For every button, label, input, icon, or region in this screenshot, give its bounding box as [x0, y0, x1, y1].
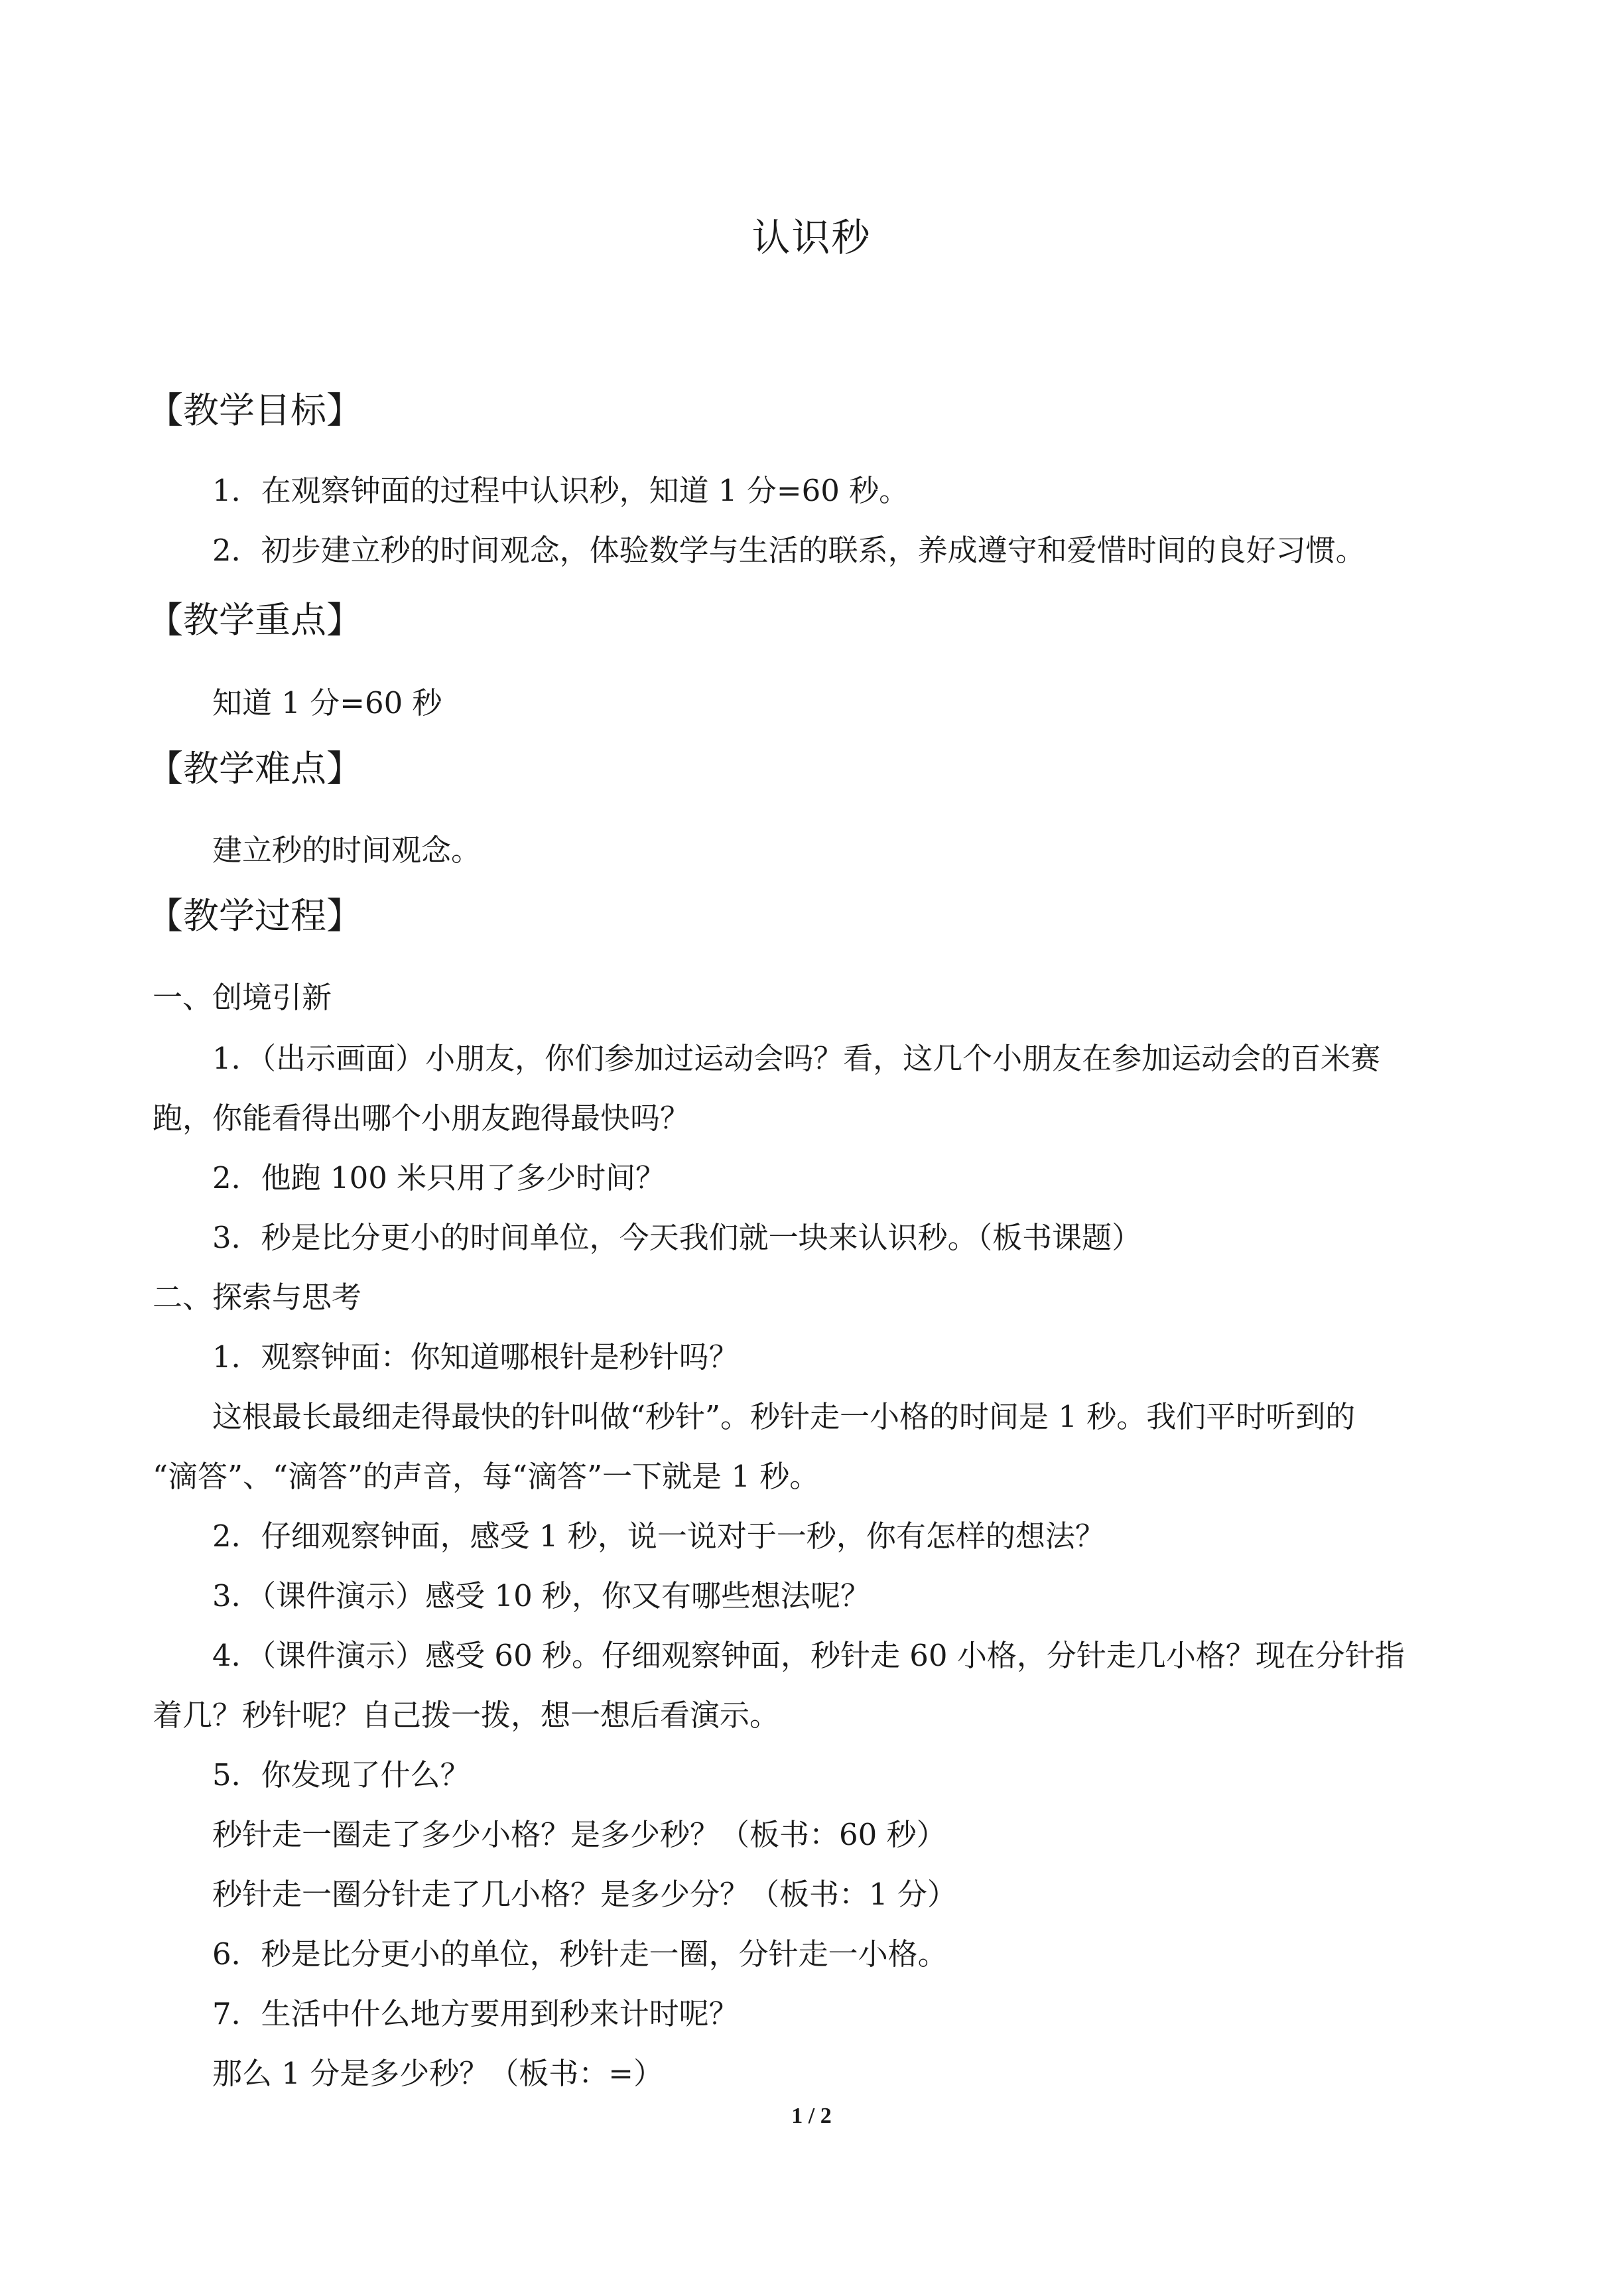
section-heading-goals: 【教学目标】: [147, 389, 362, 431]
process-part2-line-5: 3．（课件演示）感受 10 秒，你又有哪些想法呢？: [212, 1578, 871, 1613]
process-part2-line-9: 秒针走一圈走了多少小格？是多少秒？（板书：60 秒）: [212, 1817, 946, 1852]
process-part1-line-4: 3．秒是比分更小的时间单位，今天我们就一块来认识秒。（板书课题）: [212, 1220, 1142, 1255]
goal-item-2: 2．初步建立秒的时间观念，体验数学与生活的联系，养成遵守和爱惜时间的良好习惯。: [212, 533, 1366, 568]
process-part2-line-3: “滴答”、“滴答”的声音，每“滴答”一下就是 1 秒。: [153, 1459, 820, 1494]
key-points-text: 知道 1 分=60 秒: [212, 685, 442, 720]
process-part2-line-11: 6．秒是比分更小的单位，秒针走一圈，分针走一小格。: [212, 1936, 948, 1972]
process-part2-line-13: 那么 1 分是多少秒？（板书：=）: [212, 2056, 663, 2091]
process-part2-line-8: 5．你发现了什么？: [212, 1757, 470, 1792]
process-part2-line-12: 7．生活中什么地方要用到秒来计时呢？: [212, 1996, 739, 2031]
process-part2-line-6: 4．（课件演示）感受 60 秒。仔细观察钟面，秒针走 60 小格，分针走几小格？现在分针指: [212, 1638, 1405, 1673]
page-title: 认识秒: [751, 215, 872, 260]
difficulties-text: 建立秒的时间观念。: [212, 833, 482, 868]
process-part2-line-1: 1．观察钟面：你知道哪根针是秒针吗？: [212, 1339, 739, 1375]
section-heading-process: 【教学过程】: [147, 895, 362, 937]
section-heading-key-points: 【教学重点】: [147, 599, 362, 641]
process-part1-line-2: 跑，你能看得出哪个小朋友跑得最快吗？: [153, 1101, 690, 1136]
process-part1-line-1: 1．（出示画面）小朋友，你们参加过运动会吗？看，这几个小朋友在参加运动会的百米赛: [212, 1041, 1381, 1076]
process-part1-title: 一、创境引新: [153, 980, 332, 1015]
process-part1-line-3: 2．他跑 100 米只用了多少时间？: [212, 1160, 666, 1195]
page-number: 1 / 2: [791, 2104, 832, 2128]
process-part2-line-2: 这根最长最细走得最快的针叫做“秒针”。秒针走一小格的时间是 1 秒。我们平时听到的: [212, 1399, 1356, 1434]
process-part2-line-10: 秒针走一圈分针走了几小格？是多少分？（板书：1 分）: [212, 1877, 957, 1912]
process-part2-line-7: 着几？秒针呢？自己拨一拨，想一想后看演示。: [153, 1698, 780, 1733]
section-heading-difficulties: 【教学难点】: [147, 748, 362, 789]
process-part2-line-4: 2．仔细观察钟面，感受 1 秒，说一说对于一秒，你有怎样的想法？: [212, 1519, 1105, 1554]
process-part2-title: 二、探索与思考: [153, 1280, 362, 1315]
goal-item-1: 1．在观察钟面的过程中认识秒，知道 1 分=60 秒。: [212, 473, 909, 508]
